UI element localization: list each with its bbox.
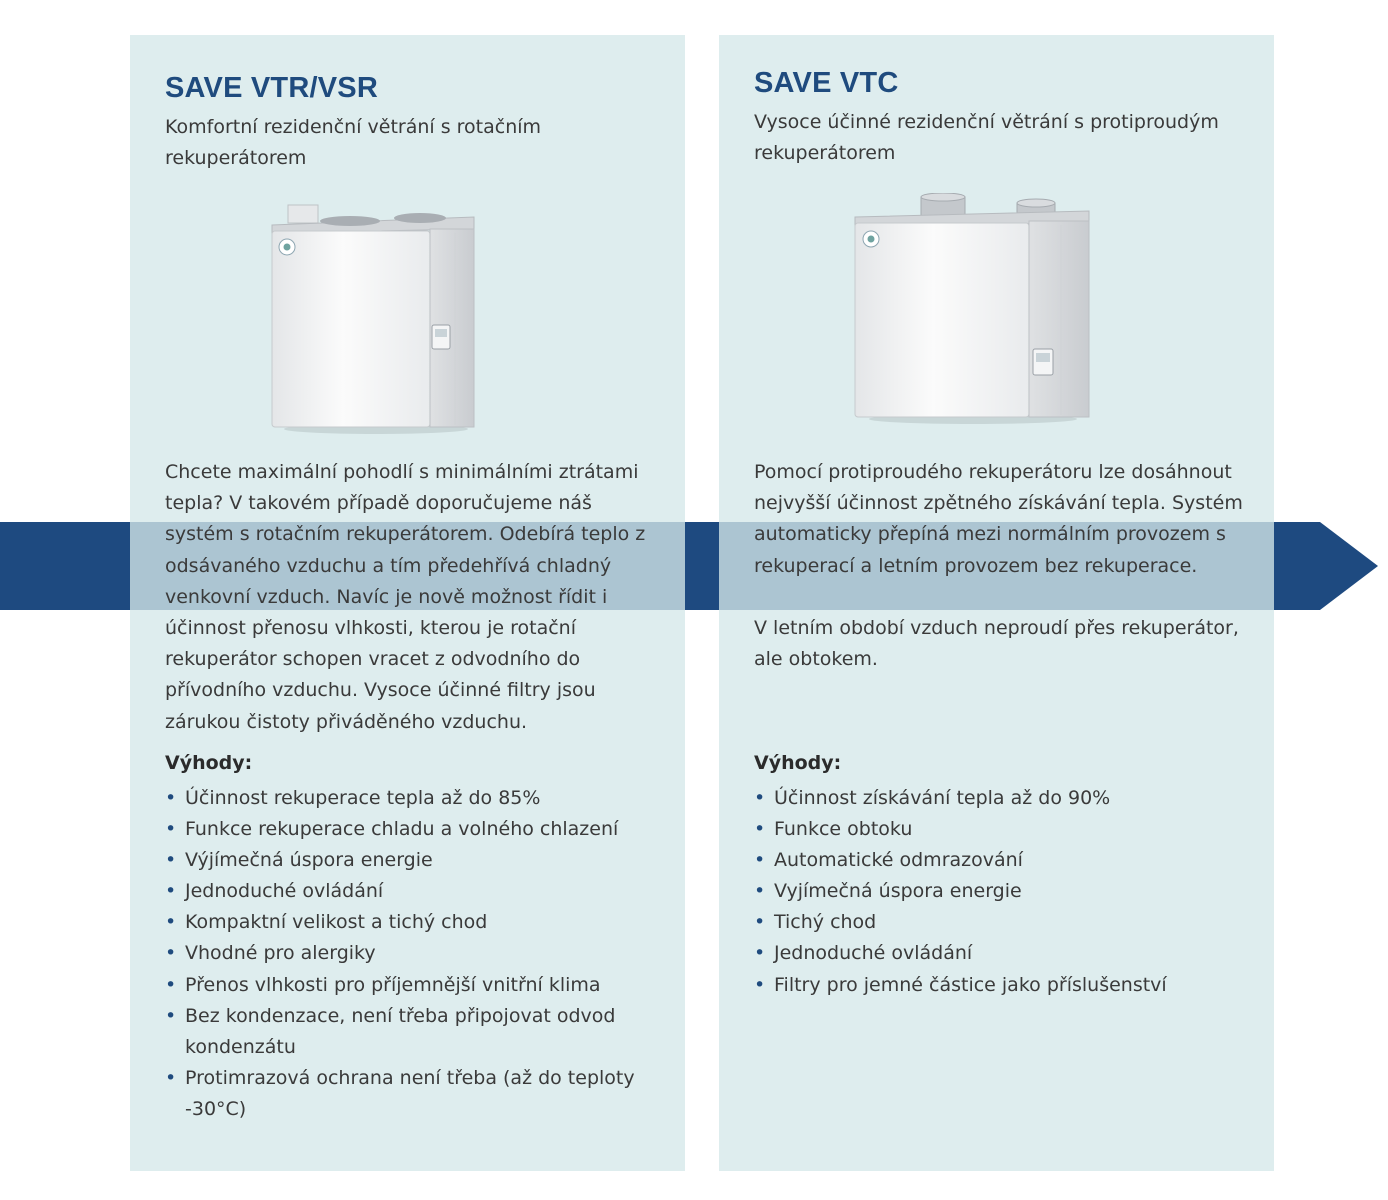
product-title: SAVE VTC bbox=[754, 67, 899, 99]
benefit-item: • Funkce obtoku bbox=[754, 814, 1254, 845]
benefits-heading: Výhody: bbox=[754, 752, 842, 774]
benefit-item: • Kompaktní velikost a tichý chod bbox=[165, 907, 665, 938]
timeline-arrow-icon bbox=[1320, 522, 1378, 610]
benefit-item: • Protimrazová ochrana není třeba (až do teploty -30°C) bbox=[165, 1063, 665, 1125]
benefit-item: • Bez kondenzace, není třeba připojovat odvod kondenzátu bbox=[165, 1001, 665, 1063]
benefit-item: • Filtry pro jemné částice jako příslušenství bbox=[754, 970, 1254, 1001]
product-title: SAVE VTR/VSR bbox=[165, 72, 378, 104]
product-card-vtc bbox=[719, 35, 1274, 1171]
product-card-vtr-vsr bbox=[130, 35, 685, 1171]
benefit-item: • Výjímečná úspora energie bbox=[165, 845, 665, 876]
product-description: Pomocí protiproudého rekuperátoru lze dosáhnout nejvyšší účinnost zpětného získávání tepla. Systém automaticky přepíná mezi normálním provozem s rekuperací a letním provozem bez rekuperace. bbox=[754, 461, 1243, 577]
benefit-item: • Přenos vlhkosti pro příjemnější vnitřní klima bbox=[165, 970, 665, 1001]
product-description: Chcete maximální pohodlí s minimálními ztrátami tepla? V takovém případě doporučujeme náš systém s rotačním rekuperátorem. Odebírá teplo z odsávaného vzduchu a tím předehřívá chladný venkovní vzduch. Navíc je nově možnost řídit i účinnost přenosu vlhkosti, kterou je rotační rekuperátor schopen vracet z odvodního do přívodního vzduchu. Vysoce účinné filtry jsou zárukou čistoty přiváděného vzduchu. bbox=[165, 461, 646, 733]
product-subtitle: Komfortní rezidenční větrání s rotačním rekuperátorem bbox=[165, 116, 542, 169]
benefit-item: • Vhodné pro alergiky bbox=[165, 938, 665, 969]
benefit-item: • Vyjímečná úspora energie bbox=[754, 876, 1254, 907]
benefit-item: • Tichý chod bbox=[754, 907, 1254, 938]
benefit-item: • Jednoduché ovládání bbox=[754, 938, 1254, 969]
ventilation-unit-counterflow-image bbox=[853, 193, 1093, 425]
benefit-item: • Účinnost rekuperace tepla až do 85% bbox=[165, 783, 665, 814]
benefits-list bbox=[165, 783, 665, 1125]
benefit-item: • Jednoduché ovládání bbox=[165, 876, 665, 907]
benefit-item: • Automatické odmrazování bbox=[754, 845, 1254, 876]
product-subtitle: Vysoce účinné rezidenční větrání s protiproudým rekuperátorem bbox=[754, 111, 1219, 164]
benefits-heading: Výhody: bbox=[165, 752, 253, 774]
product-description-secondary: V letním období vzduch neproudí přes rekuperátor, ale obtokem. bbox=[754, 617, 1239, 671]
benefit-item: • Účinnost získávání tepla až do 90% bbox=[754, 783, 1254, 814]
ventilation-unit-rotary-image bbox=[270, 203, 482, 435]
benefit-item: • Funkce rekuperace chladu a volného chlazení bbox=[165, 814, 665, 845]
benefits-list bbox=[754, 783, 1254, 1001]
